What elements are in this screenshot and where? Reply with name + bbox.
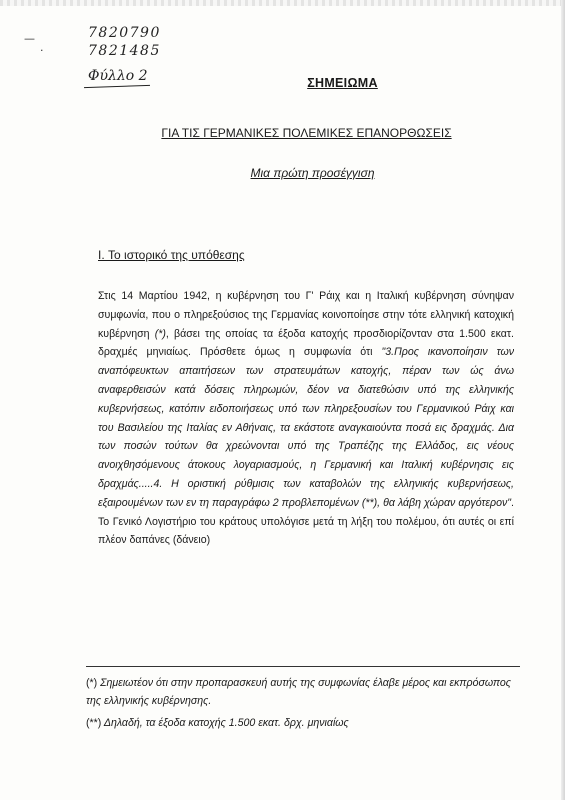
memo-title-text: ΣΗΜΕΙΩΜΑ [307,76,378,90]
handwritten-page-note: Φύλλο 2 [88,68,148,84]
footnote-2 [86,714,520,732]
scan-right-edge [561,0,565,800]
paragraph-part-2: , βάσει της οποίας τα έξοδα κατοχής προσδιορίζονταν στα 1.500 εκατ. δραχμές μηνιαίως. Πρόσθετε όμως η συμφωνία ότι [98,327,514,359]
memo-subtitle-text: Μια πρώτη προσέγγιση [250,166,375,180]
paragraph-part-3: . Το Γενικό Λογιστήριο του κράτους υπολόγισε μετά τη λήξη του πολέμου, ότι αυτές οι επί πλέον δαπάνες (δάνειο) [98,496,514,547]
handwritten-reference-numbers [88,24,161,60]
memo-title [0,76,565,90]
memo-subject-text: ΓΙΑ ΤΙΣ ΓΕΡΜΑΝΙΚΕΣ ΠΟΛΕΜΙΚΕΣ ΕΠΑΝΟΡΘΩΣΕΙΣ [161,126,452,140]
margin-dash-mark: — [24,32,35,45]
footnote-1-mark: (*) [86,677,98,689]
footnote-ref-2: (**) [361,496,378,509]
agreement-quote-2: , θα λάβη χώραν αργότερον" [377,496,512,509]
footnote-ref-1: (*) [154,327,166,340]
footnote-2-mark: (**) [86,717,102,729]
footnotes [86,674,520,736]
agreement-quote-1: "3.Προς ικανοποίησιν των αναπόφευκτων απαιτήσεων των στρατευμάτων κατοχής, πέραν των ώς άνω αναφερθεισών κατά δόσεις πληρωμών, δέον να διατεθώσιν υπό της ελληνικής κυβερνήσεως, κατόπιν ειδοποιήσεως υπό των πληρεξουσίων του Γερμανικού Ράιχ και του Βασιλείου της Ιταλίας εν Αθήναις, τα εκάστοτε αναγκαιούντα ποσά εις δραχμάς. Δια των ποσών τούτων θα χρεώνονται υπό της Τραπέζης της Ελλάδος, εις νέους ανοιχθησόμενους άτοκους λογαριασμούς, η Γερμανική και Ιταλική κυβέρνησις εις δραχμάς.....4. Η οριστική ρύθμισις των καταβολών της ελληνικής κυβερνήσεως, εξαιρουμένων των εν τη παραγράφω 2 προβλεπομένων [98,346,514,509]
scan-edge-artifact [0,0,565,6]
footnote-1 [86,674,520,710]
margin-dot-mark: · [40,44,44,57]
handwritten-number-1: 7820790 [88,25,161,41]
footnote-2-text: Δηλαδή, τα έξοδα κατοχής 1.500 εκατ. δρχ. μηνιαίως [101,717,349,729]
memo-subtitle [0,166,565,180]
paragraph-part-1: Στις 14 Μαρτίου 1942, η κυβέρνηση του Γ' Ράιχ και η Ιταλική κυβέρνηση σύνηψαν συμφωνία, που ο πληρεξούσιος της Γερμανίας κοινοποίησε στην τότε ελληνική κατοχική κυβέρνηση [98,290,514,340]
section-heading: I. Το ιστορικό της υπόθεσης [98,248,245,262]
footnote-separator [86,666,520,667]
footnote-1-text: Σημειωτέον ότι στην προπαρασκευή αυτής της συμφωνίας έλαβε μέρος και εκπρόσωπος της ελληνικής κυβέρνησης. [86,677,511,707]
memo-subject [0,126,565,140]
handwritten-number-2: 7821485 [88,43,161,59]
body-paragraph [98,287,514,550]
